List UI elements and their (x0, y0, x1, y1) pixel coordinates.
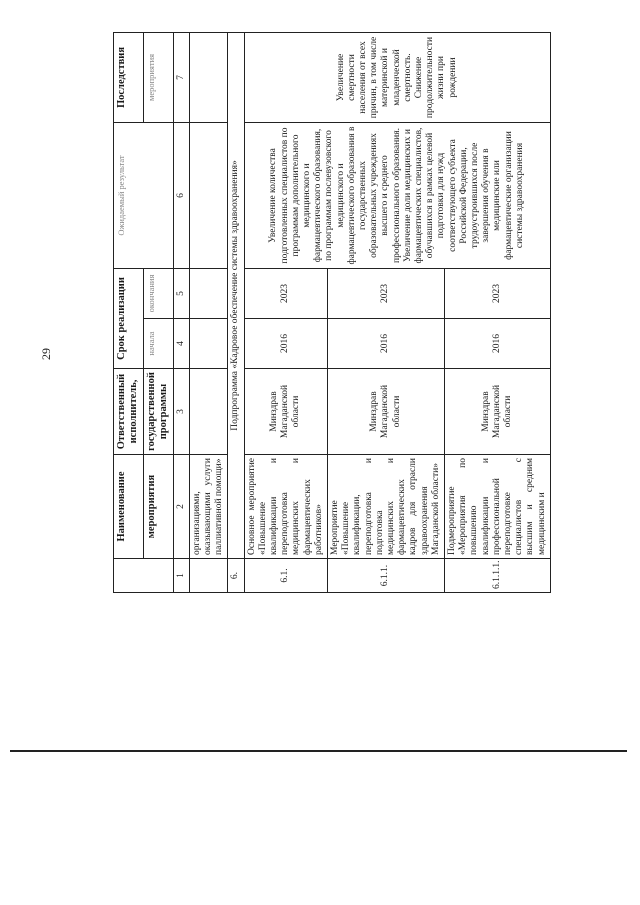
column-number: 6 (173, 123, 189, 269)
row-end: 2023 (444, 269, 550, 319)
continuation-start (189, 319, 228, 369)
row-start: 2016 (327, 319, 444, 369)
header-row-2 (143, 33, 173, 593)
column-number: 2 (173, 455, 189, 559)
row-end: 2023 (327, 269, 444, 319)
rotated-table-wrapper (113, 33, 640, 593)
page-number: 29 (39, 348, 53, 360)
row-name: Основное мероприятие «Повышение квалификации и переподготовка медицинских и фармацевтических работников» (244, 455, 327, 559)
continuation-end (189, 269, 228, 319)
row-start: 2016 (444, 319, 550, 369)
header-result: Ожидаемый результат (114, 123, 174, 269)
header-start-sub: начала (143, 319, 173, 369)
row-name: Мероприятие «Повышение квалификации, переподготовка и подготовка медицинских и фармацевтических кадров для отрасли здравоохранения Магаданской области» (327, 455, 444, 559)
row-executor: Минздрав Магаданской области (444, 369, 550, 455)
section-row (228, 33, 244, 593)
row-end: 2023 (244, 269, 327, 319)
column-number: 3 (173, 369, 189, 455)
row-number: 6.1.1. (327, 559, 444, 593)
column-number: 1 (173, 559, 189, 593)
header-name: Наименование (114, 455, 144, 559)
column-number: 7 (173, 33, 189, 123)
column-number-row (173, 33, 189, 593)
rotated-table-content (113, 33, 640, 593)
row-executor: Минздрав Магаданской области (244, 369, 327, 455)
header-consequence: Последствия (114, 33, 144, 123)
continuation-number (189, 559, 228, 593)
row-name: Подмероприятие «Мероприятия по повышению квалификации и профессиональной переподготовке специалистов с высшим и средним медицинским и (444, 455, 550, 559)
page-bottom-rule (10, 750, 627, 752)
row-result: Увеличение количества подготовленных специалистов по программам дополнительного медицинского и фармацевтического образования, по программам послевузовского медицинского и фармацевтического образования в государственных образовательных учреждениях высшего и среднего профессионального образования. Увеличение доли медицинских и фармацевтических специалистов, обучавшихся в рамках целевой подготовки для нужд соответствующего субъекта Российской Федерации, трудоустроившихся после завершения обучения в медицинские или фармацевтические организации системы здравоохранения (244, 123, 550, 269)
column-number: 4 (173, 319, 189, 369)
header-end-sub: окончания (143, 269, 173, 319)
row-number: 6.1.1.1. (444, 559, 550, 593)
continuation-name: организациями, оказывающими услуги паллиативной помощи» (189, 455, 228, 559)
activities-table (113, 32, 551, 593)
continuation-consequence (189, 33, 228, 123)
row-executor: Минздрав Магаданской области (327, 369, 444, 455)
continuation-row (189, 33, 228, 593)
table-row (244, 33, 327, 593)
section-title: Подпрограмма «Кадровое обеспечение системы здравоохранения» (228, 33, 244, 559)
header-executor: Ответственный исполнитель, (114, 369, 144, 455)
row-number: 6.1. (244, 559, 327, 593)
section-number: 6. (228, 559, 244, 593)
header-name-sub: мероприятия (143, 455, 173, 559)
row-start: 2016 (244, 319, 327, 369)
header-consequence-sub: мероприятия (143, 33, 173, 123)
row-consequence: Увеличение смертности населения от всех причин, в том числе материнской и младенческой смертность. Снижение продолжительности жизни при рождении (244, 33, 550, 123)
header-period: Срок реализации (114, 269, 144, 369)
header-row-1 (114, 33, 144, 593)
header-executor-sub: государственной программы (143, 369, 173, 455)
continuation-executor (189, 369, 228, 455)
continuation-result (189, 123, 228, 269)
column-number: 5 (173, 269, 189, 319)
header-col-number (114, 559, 174, 593)
